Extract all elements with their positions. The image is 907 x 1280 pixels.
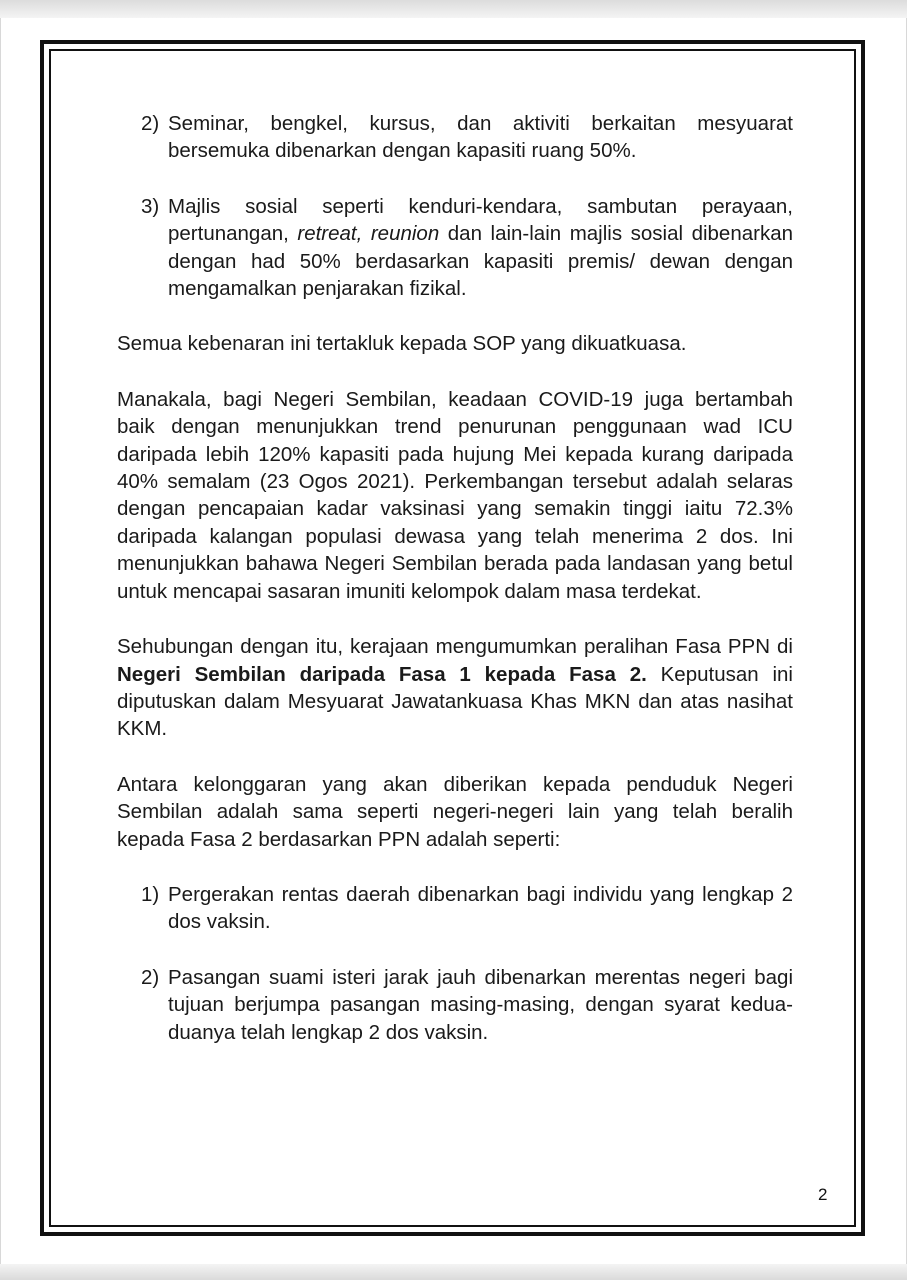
paragraph-sop: Semua kebenaran ini tertakluk kepada SOP yang dikuatkuasa. <box>117 332 687 356</box>
list-text-part: Majlis sosial seperti kenduri-kendara, sambutan perayaan, pertunangan, <box>168 194 793 246</box>
list-item-majlis-sosial <box>117 193 793 303</box>
scan-bottom-edge <box>0 1264 907 1280</box>
list-number: 3) <box>141 194 160 218</box>
list-text-part: dan lain-lain majlis sosial dibenarkan dengan had 50% berdasarkan kapasiti premis/ dewan dengan mengamalkan penjarakan fizikal. <box>168 222 794 301</box>
list-number: 2) <box>141 112 160 135</box>
page-body <box>117 110 793 1046</box>
paragraph-text-part: Keputusan ini diputuskan dalam Mesyuarat Jawatankuasa Khas MKN dan atas nasihat KKM. <box>117 662 793 741</box>
paragraph-relaxations: Antara kelonggaran yang akan diberikan kepada penduduk Negeri Sembilan adalah sama seperti negeri-negeri lain yang telah beralih kepada Fasa 2 berdasarkan PPN adalah seperti: <box>117 772 793 851</box>
list-number: 1) <box>141 882 160 906</box>
paragraph-text-part: Sehubungan dengan itu, kerajaan mengumumkan peralihan Fasa PPN di <box>117 635 793 659</box>
paragraph-announcement <box>117 633 793 743</box>
list-number: 2) <box>141 965 160 989</box>
list-text: Pasangan suami isteri jarak jauh dibenarkan merentas negeri bagi tujuan berjumpa pasangan masing-masing, dengan syarat kedua-duanya telah lengkap 2 dos vaksin. <box>168 965 793 1044</box>
list-text-italic: retreat, reunion <box>297 222 440 246</box>
list-text: Pergerakan rentas daerah dibenarkan bagi individu yang lengkap 2 dos vaksin. <box>168 882 793 934</box>
list-item-pasangan <box>117 964 793 1046</box>
list-item-seminar <box>117 110 793 165</box>
paragraph-bold-text: Negeri Sembilan daripada Fasa 1 kepada Fasa 2. <box>117 662 647 686</box>
scan-top-edge <box>0 0 907 18</box>
paragraph-negeri-sembilan: Manakala, bagi Negeri Sembilan, keadaan COVID-19 juga bertambah baik dengan menunjukkan trend penurunan penggunaan wad ICU daripada lebih 120% kapasiti pada hujung Mei kepada kurang daripada 40% semalam (23 Ogos 2021). Perkembangan tersebut adalah selaras dengan pencapaian kadar vaksinasi yang semakin tinggi iaitu 72.3% daripada kalangan populasi dewasa yang telah menerima 2 dos. Ini menunjukkan bahawa Negeri Sembilan berada pada landasan yang betul untuk mencapai sasaran imuniti kelompok dalam masa terdekat. <box>117 387 793 603</box>
list-text: Seminar, bengkel, kursus, dan aktiviti berkaitan mesyuarat bersemuka dibenarkan dengan kapasiti ruang 50%. <box>168 112 793 163</box>
page-number: 2 <box>818 1185 828 1204</box>
list-item-rentas-daerah <box>117 881 793 936</box>
